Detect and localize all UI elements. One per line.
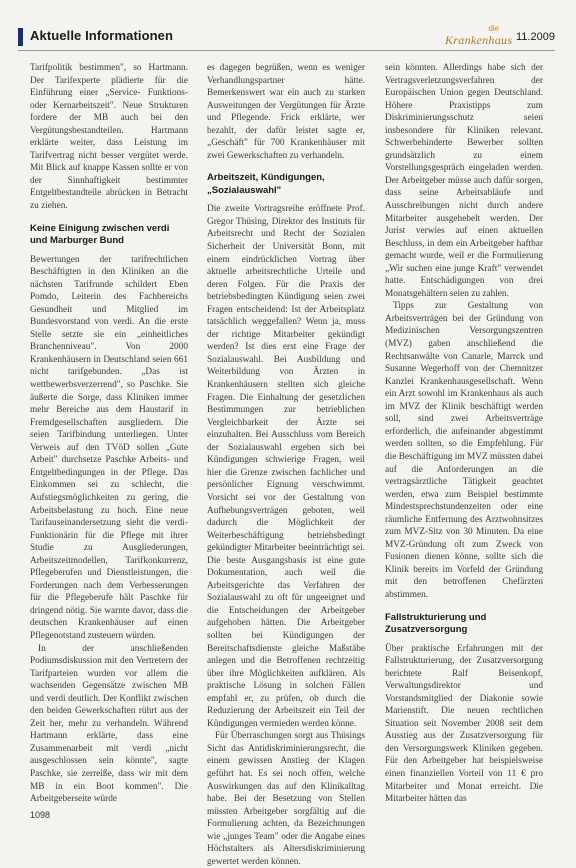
section-title: Aktuelle Informationen [30, 28, 174, 43]
page-number: 1098 [30, 810, 51, 820]
paragraph: Tipps zur Gestaltung von Arbeitsverträgen bei der Gründung von Medizinischen Versorgungszentren (MVZ) gaben anschließend die Rechtsanwälte von Canarle, Marrck und Susanne Wegerhoff von der Chemnitzer Kanzlei Krankenhausgesellschaft. Wenn ein Arzt sowohl im Krankenhaus als auch im MVZ der Klinik beschäftigt werden soll, sind zwei Arbeitsverträge erforderlich, die aufeinander abgestimmt werden sollten, so die Empfehlung. Für die Beschäftigung im MVZ müssten dabei auf die Anforderungen an die vertragsärztliche Tätigkeit geachtet werden, etwa zum Beispiel bestimmte Mindestsprechstundenzeiten oder eine räumliche Entfernung des Arztwohnsitzes zum MVZ-Sitz von 30 Minuten. Da eine MVZ-Gründung oft zum Zweck von Fusionen dienen könne, sollte sich die Klinik bereits im Vorfeld der Gründung mit den betroffenen Chefärzten abstimmen. [385, 301, 543, 600]
subheading: Fallstrukturierung und Zusatzversorgung [385, 611, 487, 636]
paragraph: Bewertungen der tarifrechtlichen Beschäftigten in den Kliniken an die nächsten Tarifrunde schildert Eben Pomdo, Leiterin des Fachbereichs Gesundheit und Mitglied im Bundesvorstand von verdi. An die erste Stelle setzte sie ein „einheitliches Branchenniveau". Von 2000 Krankenhäusern in Deutschland seien 661 nicht tarifgebunden. „Das ist wettbewerbsverzerrend", so Paschke. Sie äußerte die Sorge, dass Kliniken immer mehr Bereiche aus dem Haustarif in Fremdgesellschaften ausgliedern. Die seien Tarifbindung unterliegen. Unter Verweis auf den TVöD sollen „Gute Arbeit" durchsetze Paschke Arbeits- und Entgeltbedingungen in der Pflege. Das Einkommen sei zu schlecht, die Aufstiegsmöglichkeiten zu gering, die Arbeitsbelastung zu hoch. Eine neue Tarifauseinandersetzung sieht die verdi-Funktionärin für die Pflege mit ihrer Studie zu Ausgliederungen, Arbeitszeitmodellen, Tarifkonkurrenz, Pflegeberufen und Dienstleistungen, die Forderungen nach dem Verbesserungen für die Pflegeberufe hält Paschke für dringend nötig. Sie warnte davor, dass die deutschen Krankenhäuser auf einen Pflegenotstand zusteuern würden. [30, 254, 188, 641]
section-marker-bar [18, 28, 23, 46]
magazine-logo [445, 24, 513, 48]
subheading: Arbeitszeit, Kündigungen, „Sozialauswahl" [207, 172, 325, 196]
paragraph: es dagegen begrüßen, wenn es weniger Verhandlungspartner hätte. Bemerkenswert war ein auch zu starken Ausweitungen der Vergütungen für Ärzte und Pflegende. Frick erklärte, wer bezahlt, der dafür leistet sagte er, „Geschäft" für 700 Krankenhäuser mit zwei Gewerkschaften zu verhandeln. [207, 63, 365, 161]
paragraph: Die zweite Vortragsreihe eröffnete Prof. Gregor Thüsing, Direktor des Instituts für Arbeitsrecht und Recht der Sozialen Sicherheit der Universität Bonn, mit einem eindrücklichen Vortrag über aktuelle arbeitsrechtliche Urteile und deren Folgen. Für die Praxis der betriebsbedingten Kündigung seien zwei Fragen entscheidend: Ist der Arbeitsplatz tatsächlich weggefallen? Wenn ja, muss der richtige Mitarbeiter gekündigt werden? Ist dies erst eine Frage der Sozialauswahl. Bei Ausbildung und Weiterbildung von Ärzten in Krankenhäusern stellten sich gleiche Fragen. Die Einhaltung der gesetzlichen Bestimmungen zur betrieblichen Vergleichbarkeit der Ärzte sei einzuhalten. Bei Ausschluss vom Bereich der Sozialauswahl ergeben sich bei Kündigungen schwierige Fragen, weil hier die Grenze zwischen fachlicher und persönlicher Eignung verschwimmt. Vorsicht sei vor der Gestaltung von Aufhebungsverträgen geboten, weil dadurch die Möglichkeit der Weiterbeschäftigung betriebsbedingt gekündigter Mitarbeiter beeinträchtigt sei. Die beste Ausgangsbasis ist eine gute Dokumentation, auch weil die Arbeitsgerichte das Verfahren der Sozialauswahl zu oft für ungeeignet und die Entscheidungen der Arbeitgeber aufgehoben hätten. Die Arbeitgeber sollten bei Kündigungen der Bereitschaftsdienste gleiche Maßstäbe anlegen und die Betroffenen rechtzeitig über ihre Möglichkeiten aufklären. Als praktische Lösung in solchen Fällen empfahl er, zu prüfen, ob durch die Reduzierung der Arbeitszeit ein Teil der Kündigungen vermieden werden könne. [207, 204, 365, 729]
text-column-1 [30, 62, 188, 805]
logo-wordmark: Krankenhaus [445, 33, 513, 47]
paragraph: In der anschließenden Podiumsdiskussion mit den Vertretern der Tarifparteien wurden vor allem die wachsenden Gegensätze zwischen MB und verdi deutlich. Der Konflikt zwischen den beiden Gewerkschaften rührt aus der Zeit her, mehr zu verhandeln. Während Hartmann erklärte, dass eine Zusammenarbeit mit verdi „nicht ausgeschlossen sein könnte", sagte Paschke, sie zerreiße, dass wir mit dem MB in ein Boot kommen". Die Arbeitgeberseite würde [30, 643, 188, 805]
paragraph: sein könnten. Allerdings habe sich der Vertragsverletzungsverfahren der Europäischen Union gegen Deutschland. Höhere Praxistipps zum Diskriminierungsschutz seien insbesondere für Kliniken relevant. Schwerbehinderte Bewerber sollten grundsätzlich zu einem Vorstellungsgespräch eingeladen werden. Der Arbeitgeber müsse auch dafür sorgen, dass seine Arbeitsabläufe und Ausschreibungen nicht durch andere Mitarbeiter ausgehebelt werden. Der Jurist verwies auf einen aktuellen Beschluss, in dem ein Arbeitgeber haftbar gemacht wurde, weil er die Formulierung „Wir suchen eine junge Kraft" verwendet hatte. Entschädigungen von drei Monatsgehältern seien zu zahlen. [385, 63, 543, 299]
issue-date: 11.2009 [516, 31, 555, 43]
text-column-3 [385, 62, 543, 805]
paragraph: Tarifpolitik bestimmen", so Hartmann. Der Tarifexperte plädierte für die Einführung einer „Service- Funktions- oder Kernarbeitszeit". Neue Strukturen fordere der MB auch bei den Vergütungsbestandteilen. Hartmann erklärte weiter, dass Leistung im Tarifvertrag nicht besser vergütet werde. Mit Blick auf knappe Kassen sollte er von der Sinnhaftigkeit bestimmter Entgeltbestandteile abrücken in Betracht zu ziehen. [30, 63, 188, 212]
text-column-2 [207, 62, 365, 867]
logo-article: die [488, 24, 499, 33]
paragraph: Für Überraschungen sorgt aus Thüsings Sicht das Antidiskriminierungsrecht, die einem gewissen Anstieg der Klagen geführt hat. Es sei noch offen, welche Auswirkungen das auf den Klinikalltag habe. Bei der Besetzung von Stellen müssten Arbeitgeber sorgfältig auf die Formulierung achten, da Bezeichnungen wie „junges Team" oder die Angabe eines Höchstalters als Altersdiskriminierung gewertet werden können. [207, 731, 365, 867]
header-divider [18, 50, 555, 51]
paragraph: Über praktische Erfahrungen mit der Fallstrukturierung, der Zusatzversorgung berichtete Ralf Beisenkopf, Verwaltungsdirektor und Vorstandsmitglied der Diakonie sowie Marienstift. Die neuen rechtlichen Situation seit November 2008 seit dem Ausstieg aus der Zusatzversorgung für den Versorgungswerk Kliniken gegeben. Für den Arbeitgeber hat beispielsweise einen finanziellen Vorteil von 11 € pro Mitarbeiter und Monat erreicht. Die Mitarbeiter hätten das [385, 643, 543, 805]
subheading: Keine Einigung zwischen verdi und Marburger Bund [30, 222, 170, 247]
